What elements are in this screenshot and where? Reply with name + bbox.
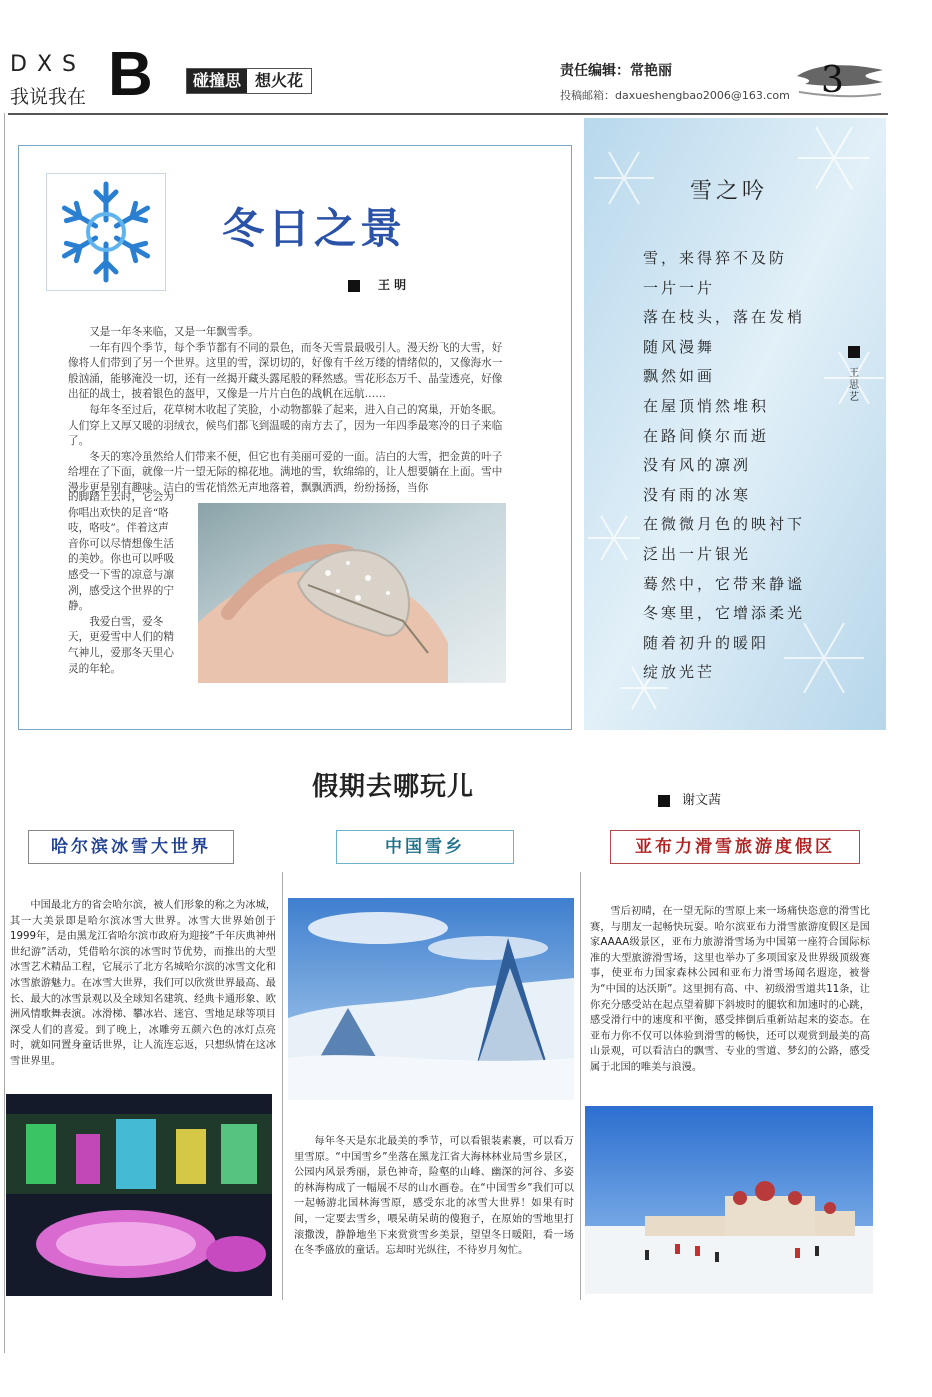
poem-line: 冬寒里，它增添柔光 xyxy=(643,604,806,623)
author-marker xyxy=(848,346,860,358)
section-subtitle: 我说我在 xyxy=(10,86,87,108)
column-name xyxy=(186,68,312,94)
column-name-light: 想火花 xyxy=(247,69,311,93)
poem-line: 在微微月色的映衬下 xyxy=(643,515,806,534)
vacation-author xyxy=(658,789,721,808)
submission-email: 投稿邮箱：daxueshengbao2006@163.com xyxy=(560,89,790,102)
column-divider xyxy=(580,872,581,1300)
poem-line: 一片一片 xyxy=(643,278,716,297)
poem-line: 在路间倏尔而逝 xyxy=(643,426,770,445)
poem-line: 雪，来得猝不及防 xyxy=(643,249,788,267)
poem-body xyxy=(643,244,805,688)
section-code: DXS xyxy=(10,52,86,77)
winter-paragraph: 的脚踏上去时，它会为你唱出欢快的足音“咯吱，咯吱”。伴着这声音你可以尽情想像生活的美妙。你也可以呼吸感受一下雪的凉意与凛冽，感受这个世界的宁静。 xyxy=(68,491,174,613)
winter-paragraph: 我爱白雪，爱冬天，更爱雪中人们的精气神儿，爱那冬天里心灵的年轮。 xyxy=(68,615,174,675)
snowflake-illustration xyxy=(46,173,166,291)
poem-line: 在屋顶悄然堆积 xyxy=(643,396,770,415)
poem-line: 飘然如画 xyxy=(643,367,716,386)
author-marker xyxy=(658,795,670,807)
vacation-author-name: 谢文茜 xyxy=(682,793,722,808)
page-number-badge xyxy=(795,56,885,106)
left-margin-line xyxy=(4,113,5,1353)
poem-line: 没有风的凛冽 xyxy=(643,456,752,475)
editor-credit: 责任编辑：常艳丽 xyxy=(560,63,672,79)
author-marker xyxy=(348,280,360,292)
header-divider xyxy=(8,113,888,115)
harbin-text: 中国最北方的省会哈尔滨，被人们形象的称之为冰城，其一大美景即是哈尔滨冰雪大世界。冰雪大世界始创于1999年，是由黑龙江省哈尔滨市政府为迎接“千年庆典神州世纪游”活动，凭借哈尔滨的冰雪时节优势，而推出的大型冰雪艺术精品工程，它展示了北方名城哈尔滨的冰雪文化和冰雪旅游魅力。在冰雪大世界，我们可以欣赏世界最高、最长、最大的冰雪景观以及全球知名建筑、经典卡通形象、欧洲风情歌舞表演。冰滑梯、攀冰岩、迷宫、雪地足球等项目深受人们的喜爱。到了晚上，冰雕旁五颜六色的冰灯点亮时，就如同置身童话世界，让人流连忘返，只想纵情在这冰雪世界里。 xyxy=(10,900,276,1067)
winter-paragraph: 又是一年冬来临，又是一年飘雪季。 xyxy=(89,326,259,338)
winter-author-name: 王 明 xyxy=(378,278,407,292)
poem-line: 随风漫舞 xyxy=(643,337,716,356)
poem-line: 没有雨的冰寒 xyxy=(643,485,752,504)
snowtown-tag: 中国雪乡 xyxy=(336,830,514,864)
vacation-title: 假期去哪玩儿 xyxy=(312,772,475,802)
column-divider xyxy=(282,872,283,1300)
poem-author-name: 王思艺 xyxy=(849,368,859,403)
winter-article-author xyxy=(348,276,406,293)
snowtown-text: 每年冬天是东北最美的季节，可以看银装素裹，可以看万里雪原。“中国雪乡”坐落在黑龙江省大海林林业局雪乡景区，公园内风景秀丽，景色神奇，险壑的山峰、幽深的河谷、多姿的林海构成了一幅展不尽的山水画卷。在“中国雪乡”我们可以一起畅游北国林海雪原，感受东北的冰雪大世界！如果有时间，一定要去雪乡，喂呆萌呆萌的傻狍子，在原始的雪地里打滚撒泼，静静地坐下来赏赏雪乡美景，望望冬日暖阳，看一场在冬季盛放的童话。忘却时光纵往，不待岁月匆忙。 xyxy=(294,1136,574,1257)
ice-world-photo xyxy=(6,1094,272,1296)
winter-article-body xyxy=(68,325,512,497)
poem-line: 落在枝头，落在发梢 xyxy=(643,308,806,327)
winter-article-body-narrow xyxy=(68,490,176,677)
section-letter: B xyxy=(108,40,153,109)
harbin-tag: 哈尔滨冰雪大世界 xyxy=(28,830,234,864)
poem-author xyxy=(846,346,862,404)
snow-village-photo xyxy=(288,898,574,1100)
winter-paragraph: 每年冬至过后，花草树木收起了笑脸，小动物都躲了起来，进入自己的窝巢，开始冬眠。人们穿上又厚又暖的羽绒衣，候鸟们都飞到温暖的南方去了，因为一年四季最寒冷的日子来临了。 xyxy=(68,403,503,448)
winter-paragraph: 冬天的寒冷虽然给人们带来不便，但它也有美丽可爱的一面。洁白的大雪，把金黄的叶子给埋在了下面，就像一片一望无际的棉花地。满地的雪，软绵绵的，让人想要躺在上面。雪中漫步更是别有趣味。洁白的雪花悄然无声地落着，飘飘洒洒，纷纷扬扬，当你 xyxy=(68,450,503,494)
winter-paragraph: 一年有四个季节，每个季节都有不同的景色，而冬天雪景最吸引人。漫天纷飞的大雪，好像将人们带到了另一个世界。这里的雪，深切切的，好像有千丝万缕的情绪似的，又像海水一般汹涌，能够淹没一切，还有一丝揭开藏头露尾般的释然感。雪花形态万千、晶莹透亮，好像出征的战士，披着银色的盔甲，又像是一片片白色的战帆在远航…… xyxy=(68,341,503,401)
poem-line: 泛出一片银光 xyxy=(643,544,752,563)
yabuli-tag: 亚布力滑雪旅游度假区 xyxy=(610,830,860,864)
poem-line: 随着初升的暖阳 xyxy=(643,633,770,652)
poem-line: 蓦然中，它带来静谧 xyxy=(643,574,806,593)
poem-line: 绽放光芒 xyxy=(643,663,716,682)
winter-article-title: 冬日之景 xyxy=(222,204,407,253)
yabuli-text: 雪后初晴，在一望无际的雪原上来一场痛快恣意的滑雪比赛，与朋友一起畅快玩耍。哈尔滨亚布力滑雪旅游度假区是国家AAAA级景区，亚布力旅游滑雪场为中国第一座符合国际标准的大型旅游滑雪场，这里也举办了多项国家及世界级顶级赛事，使亚布力国家森林公园和亚布力滑雪场闻名遐迩，被誉为“中国的达沃斯”。这里拥有高、中、初级滑雪道共11条，让你充分感受站在起点望着脚下斜坡时的腿软和加速时的心跳，感受滑行中的速度和平衡，感受摔倒后重新站起来的姿态。在亚布力你不仅可以体验到滑雪的畅快，还可以观赏到最美的高山景观，可以看洁白的飘雪、专业的雪道、梦幻的公路，感受属于北国的唯美与浪漫。 xyxy=(590,906,870,1073)
frosted-leaf-photo xyxy=(198,503,506,683)
page-number: 3 xyxy=(821,60,844,101)
ski-resort-photo xyxy=(585,1106,873,1294)
poem-title: 雪之吟 xyxy=(690,179,769,204)
column-name-dark: 碰撞思 xyxy=(187,69,247,93)
snowflake-icon xyxy=(47,174,165,290)
